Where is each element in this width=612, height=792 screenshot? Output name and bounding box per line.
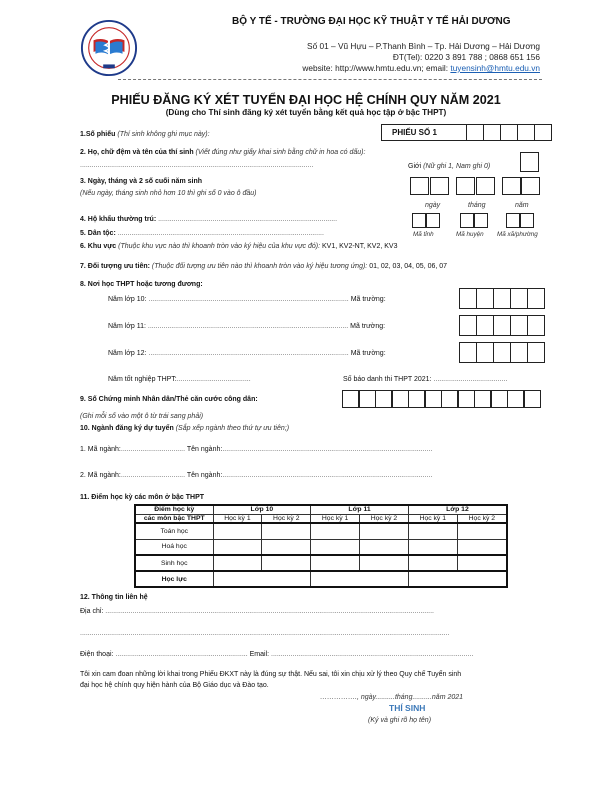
major-1-name-label: Tên ngành:	[186, 446, 223, 453]
id-number-box[interactable]	[507, 390, 524, 408]
gender-label: Giới	[408, 163, 422, 170]
score-cell[interactable]	[408, 523, 457, 539]
section-11-label: 11. Điểm học kỳ các môn ở bậc THPT	[80, 494, 205, 501]
form-number-box[interactable]	[517, 124, 535, 141]
exam-number-field[interactable]: ......................................	[433, 376, 508, 383]
district-code-box-2[interactable]	[474, 213, 488, 228]
grade12-school-row	[108, 350, 386, 357]
score-cell[interactable]	[262, 555, 311, 571]
semester-header: Học kỳ 1	[408, 514, 457, 523]
address-row	[80, 608, 434, 615]
section-1	[80, 131, 210, 138]
grade10-code-box[interactable]	[476, 288, 494, 309]
subject-row-math	[135, 523, 507, 539]
form-title: PHIẾU ĐĂNG KÝ XÉT TUYỂN ĐẠI HỌC HỆ CHÍNH QUY NĂM 2021	[111, 93, 501, 107]
id-number-box[interactable]	[359, 390, 376, 408]
form-subtitle: (Dùng cho Thí sinh đăng ký xét tuyển bằng kết quả học tập ở bậc THPT)	[165, 108, 447, 117]
section-6	[80, 243, 397, 250]
major-2-code-label: 2. Mã ngành:	[80, 472, 121, 479]
grade-11-header: Lớp 11	[311, 505, 409, 514]
score-cell[interactable]	[360, 555, 409, 571]
id-number-box[interactable]	[425, 390, 442, 408]
grade12-school-field[interactable]: .......................................................................................................	[148, 350, 349, 357]
form-number-box[interactable]	[483, 124, 501, 141]
address-field-line-2[interactable]: ..............................................................................................................................................................................................	[80, 630, 450, 637]
grade10-school-field[interactable]: .......................................................................................................	[148, 296, 349, 303]
grade12-code-label: Mã trường:	[350, 350, 386, 357]
major-2-name-field[interactable]: ............................................................................................................	[222, 472, 433, 479]
score-cell[interactable]	[311, 523, 360, 539]
year-caption: năm	[515, 202, 529, 209]
section-5	[80, 230, 324, 237]
grades-header-row	[135, 505, 507, 514]
major-2-code-field[interactable]: .................................	[120, 472, 186, 479]
id-number-box[interactable]	[392, 390, 409, 408]
birth-month-box-1[interactable]	[456, 177, 475, 195]
grade-12-header: Lớp 12	[408, 505, 507, 514]
score-cell[interactable]	[457, 523, 507, 539]
form-number-label: PHIẾU SỐ 1	[381, 124, 467, 141]
grade12-code-box[interactable]	[527, 342, 545, 363]
major-2-name-label: Tên ngành:	[186, 472, 223, 479]
district-caption: Mã huyện	[456, 231, 484, 238]
signature-note: (Ký và ghi rõ họ tên)	[368, 717, 432, 724]
score-cell[interactable]	[457, 555, 507, 571]
grade11-school-field[interactable]: .......................................................................................................	[147, 323, 349, 330]
score-cell[interactable]	[213, 539, 262, 555]
residence-field[interactable]: ............................................................................................	[158, 216, 338, 223]
day-caption: ngày	[425, 202, 441, 209]
school-logo-icon	[80, 19, 138, 77]
id-number-box[interactable]	[491, 390, 508, 408]
phone-field[interactable]: ....................................................................	[115, 651, 248, 658]
section-8-label: 8. Nơi học THPT hoặc tương đương:	[80, 281, 203, 288]
subject-label: Hoá học	[135, 539, 213, 555]
grade11-school-row	[108, 323, 385, 330]
grade12-code-box[interactable]	[459, 342, 477, 363]
section-7-label: 7. Đối tượng ưu tiên:	[80, 263, 150, 270]
semester-header: Học kỳ 2	[457, 514, 507, 523]
birth-month-box-2[interactable]	[476, 177, 495, 195]
ward-code-box-2[interactable]	[520, 213, 534, 228]
score-cell[interactable]	[311, 539, 360, 555]
birth-year-box-2[interactable]	[521, 177, 540, 195]
province-code-box-2[interactable]	[426, 213, 440, 228]
ward-caption: Mã xã/phường	[497, 231, 538, 238]
ability-label: Học lực	[135, 571, 213, 587]
grade10-code-box[interactable]	[527, 288, 545, 309]
section-4-label: 4. Hộ khẩu thường trú:	[80, 216, 157, 223]
id-number-box[interactable]	[375, 390, 392, 408]
graduation-year-field[interactable]: ......................................	[176, 376, 251, 383]
province-caption: Mã tỉnh	[413, 231, 434, 238]
grade12-code-box[interactable]	[493, 342, 511, 363]
grade11-code-label: Mã trường:	[350, 323, 386, 330]
region-options[interactable]: KV1, KV2-NT, KV2, KV3	[321, 243, 398, 250]
major-1-name-field[interactable]: ............................................................................................................	[222, 446, 433, 453]
corner-header-1: Điểm học kỳ	[135, 505, 213, 514]
website-text: website: http://www.hmtu.edu.vn; email:	[302, 63, 451, 73]
grade12-code-box[interactable]	[476, 342, 494, 363]
email-label: Email:	[249, 651, 270, 658]
score-cell[interactable]	[262, 539, 311, 555]
form-number-box[interactable]	[534, 124, 552, 141]
email-link[interactable]: tuyensinh@hmtu.edu.vn	[450, 63, 540, 73]
phone-email-row	[80, 651, 473, 658]
section-1-label: 1.Số phiếu	[80, 131, 116, 138]
grade10-code-label: Mã trường:	[350, 296, 386, 303]
grade11-code-box[interactable]	[476, 315, 494, 336]
major-row-1	[80, 446, 432, 453]
grade11-code-box[interactable]	[510, 315, 528, 336]
score-cell[interactable]	[213, 555, 262, 571]
id-number-box[interactable]	[408, 390, 425, 408]
address-line: Số 01 – Vũ Hựu – P.Thanh Bình – Tp. Hải Dương – Hải Dương	[307, 41, 540, 51]
declaration-line-1: Tôi xin cam đoan những lời khai trong Phiếu ĐKXT này là đúng sự thật. Nếu sai, tôi xin chịu xử lý theo Quy chế Tuyển sinh	[80, 671, 462, 678]
grade11-code-box[interactable]	[459, 315, 477, 336]
birth-day-box-1[interactable]	[410, 177, 429, 195]
major-row-2	[80, 472, 432, 479]
semester-header: Học kỳ 1	[213, 514, 262, 523]
section-9-label: 9. Số Chứng minh Nhân dân/Thẻ căn cước công dân:	[80, 396, 258, 403]
graduation-year-row	[108, 376, 251, 383]
form-number-box[interactable]	[500, 124, 518, 141]
gender-box[interactable]	[520, 152, 539, 172]
section-7-note: (Thuộc đối tượng ưu tiên nào thì khoanh tròn vào ký hiệu tương ứng):	[151, 263, 368, 270]
subject-row-biology	[135, 555, 507, 571]
semester-header: Học kỳ 1	[311, 514, 360, 523]
email-field[interactable]: ........................................................................................................	[271, 651, 474, 658]
score-cell[interactable]	[360, 523, 409, 539]
id-number-box[interactable]	[441, 390, 458, 408]
grade10-label: Năm lớp 10:	[108, 296, 147, 303]
graduation-year-label: Năm tốt nghiệp THPT:	[108, 376, 177, 383]
institution-name: BỘ Y TẾ - TRƯỜNG ĐẠI HỌC KỸ THUẬT Y TẾ HẢI DƯƠNG	[232, 16, 511, 27]
grade10-code-box[interactable]	[459, 288, 477, 309]
priority-options[interactable]: 01, 02, 03, 04, 05, 06, 07	[369, 263, 448, 270]
phone-label: Điện thoại:	[80, 651, 114, 658]
score-cell[interactable]	[360, 539, 409, 555]
semester-header-row	[135, 514, 507, 523]
grade10-school-row	[108, 296, 386, 303]
section-5-label: 5. Dân tộc:	[80, 230, 116, 237]
province-code-box-1[interactable]	[412, 213, 426, 228]
ability-cell-grade10[interactable]	[213, 571, 311, 587]
phone-line: ĐT(Tel): 0220 3 891 788 ; 0868 651 156	[392, 52, 540, 62]
score-cell[interactable]	[457, 539, 507, 555]
semester-header: Học kỳ 2	[360, 514, 409, 523]
semester-header: Học kỳ 2	[262, 514, 311, 523]
section-1-note: (Thí sinh không ghi mục này):	[117, 131, 210, 138]
ethnicity-field[interactable]: ..........................................................................................................	[117, 230, 324, 237]
ability-cell-grade11[interactable]	[311, 571, 409, 587]
section-4	[80, 216, 337, 223]
score-cell[interactable]	[213, 523, 262, 539]
grade10-code-box[interactable]	[493, 288, 511, 309]
corner-header-2: các môn bậc THPT	[135, 514, 213, 523]
subject-label: Sinh học	[135, 555, 213, 571]
address-field[interactable]: .........................................................................................................................................................................	[105, 608, 434, 615]
grade12-code-box[interactable]	[510, 342, 528, 363]
score-cell[interactable]	[311, 555, 360, 571]
subject-label: Toán học	[135, 523, 213, 539]
section-10-label: 10. Ngành đăng ký dự tuyển	[80, 425, 174, 432]
subject-row-chemistry	[135, 539, 507, 555]
section-2	[80, 149, 365, 156]
grade11-code-box[interactable]	[527, 315, 545, 336]
section-3-label: 3. Ngày, tháng và 2 số cuối năm sinh	[80, 178, 203, 185]
section-7	[80, 263, 447, 270]
section-9-note: (Ghi mỗi số vào một ô từ trái sang phải)	[80, 413, 204, 420]
website-line	[302, 63, 540, 73]
grade10-code-box[interactable]	[510, 288, 528, 309]
section-6-note: (Thuộc khu vực nào thì khoanh tròn vào ký hiệu của khu vực đó):	[118, 243, 321, 250]
section-2-label: 2. Họ, chữ đệm và tên của thí sinh	[80, 149, 194, 156]
section-10-note: (Sắp xếp ngành theo thứ tự ưu tiên;)	[175, 425, 290, 432]
grades-table	[134, 504, 508, 588]
district-code-box-1[interactable]	[460, 213, 474, 228]
form-number-box[interactable]	[466, 124, 484, 141]
id-number-box[interactable]	[524, 390, 541, 408]
section-3-note: (Nếu ngày, tháng sinh nhỏ hơn 10 thì ghi số 0 vào ô đầu)	[80, 190, 257, 197]
score-cell[interactable]	[408, 539, 457, 555]
grade-10-header: Lớp 10	[213, 505, 311, 514]
major-1-code-field[interactable]: .................................	[120, 446, 186, 453]
section-6-label: 6. Khu vực	[80, 243, 117, 250]
id-number-box[interactable]	[342, 390, 359, 408]
address-label: Địa chỉ:	[80, 608, 104, 615]
full-name-field[interactable]: ........................................................................................................................	[80, 162, 314, 169]
ability-cell-grade12[interactable]	[408, 571, 507, 587]
grade11-code-box[interactable]	[493, 315, 511, 336]
grade12-label: Năm lớp 12:	[108, 350, 147, 357]
birth-day-box-2[interactable]	[430, 177, 449, 195]
declaration-line-2: đại học hệ chính quy hiện hành của Bộ Giáo dục và Đào tạo.	[80, 682, 269, 689]
score-cell[interactable]	[408, 555, 457, 571]
major-1-code-label: 1. Mã ngành:	[80, 446, 121, 453]
id-number-box[interactable]	[458, 390, 475, 408]
gender-label-group	[408, 163, 490, 170]
ward-code-box-1[interactable]	[506, 213, 520, 228]
month-caption: tháng	[468, 202, 486, 209]
gender-note: (Nữ ghi 1, Nam ghi 0)	[423, 163, 491, 170]
signature-date[interactable]: ……………., ngày..........tháng..........năm 2021	[320, 694, 464, 701]
grade11-label: Năm lớp 11:	[108, 323, 146, 330]
exam-number-row	[343, 376, 507, 383]
exam-number-label: Số báo danh thi THPT 2021:	[343, 376, 432, 383]
score-cell[interactable]	[262, 523, 311, 539]
section-10	[80, 425, 289, 432]
section-12-label: 12. Thông tin liên hệ	[80, 594, 148, 601]
section-2-note: (Viết đúng như giấy khai sinh bằng chữ in hoa có dấu):	[195, 149, 366, 156]
signer-title: THÍ SINH	[389, 703, 426, 713]
header-divider	[118, 79, 542, 80]
birth-year-box-1[interactable]	[502, 177, 521, 195]
ability-row	[135, 571, 507, 587]
id-number-box[interactable]	[474, 390, 491, 408]
